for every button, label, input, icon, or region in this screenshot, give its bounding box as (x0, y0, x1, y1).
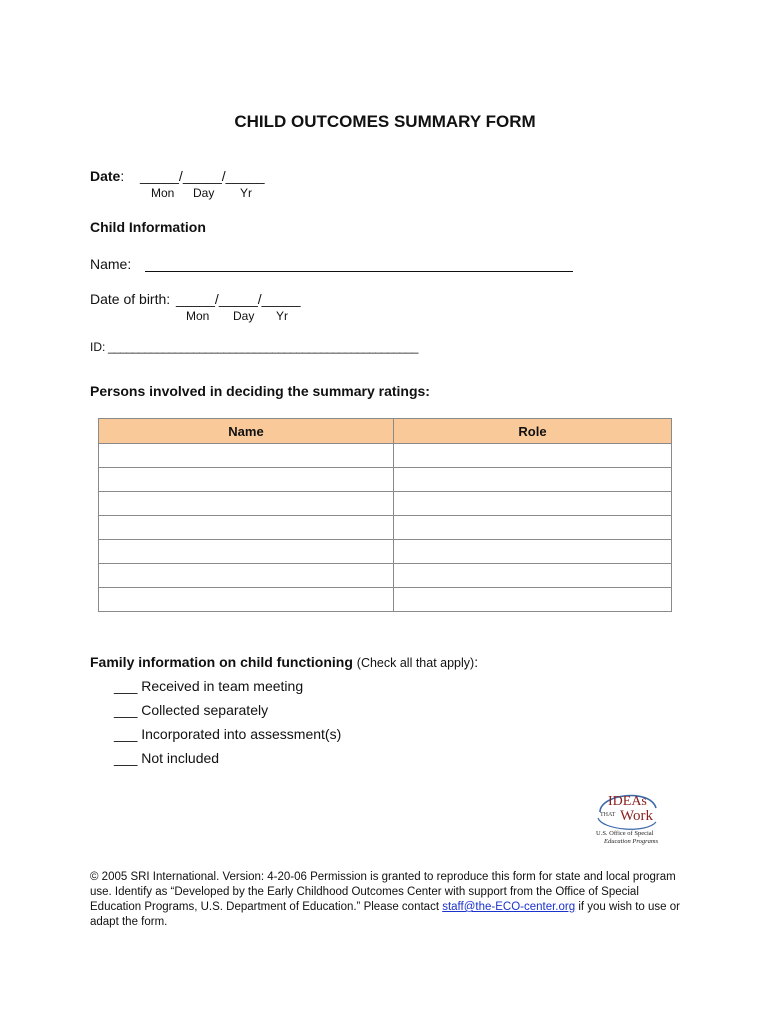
persons-heading: Persons involved in deciding the summary ratings: (90, 383, 430, 399)
role-cell[interactable] (394, 540, 672, 564)
name-field[interactable] (145, 271, 573, 272)
date-sub-day: Day (193, 186, 215, 200)
family-heading: Family information on child functioning (90, 654, 353, 670)
dob-sub-yr: Yr (276, 309, 288, 323)
table-row (99, 516, 672, 540)
family-option-incorporated[interactable]: ___ Incorporated into assessment(s) (114, 726, 342, 742)
family-colon: : (474, 654, 479, 670)
role-cell[interactable] (394, 468, 672, 492)
name-cell[interactable] (99, 444, 394, 468)
date-sub-yr: Yr (240, 186, 252, 200)
logo-that-text: THAT (600, 812, 616, 818)
dob-blank[interactable]: _____/_____/_____ (176, 291, 301, 307)
role-cell[interactable] (394, 588, 672, 612)
logo-ideas-text: IDEAs (608, 794, 647, 809)
family-option-not-included[interactable]: ___ Not included (114, 750, 220, 766)
logo-work-text: Work (620, 808, 653, 824)
table-row (99, 492, 672, 516)
dob-label: Date of birth: (90, 291, 171, 307)
logo-osep-text: U.S. Office of Special (596, 830, 654, 837)
name-cell[interactable] (99, 492, 394, 516)
family-heading-row (90, 654, 478, 670)
role-cell[interactable] (394, 516, 672, 540)
family-option-received[interactable]: ___ Received in team meeting (114, 678, 304, 694)
column-header-role: Role (394, 419, 672, 444)
name-cell[interactable] (99, 468, 394, 492)
role-cell[interactable] (394, 492, 672, 516)
table-row (99, 468, 672, 492)
contact-email-link[interactable]: staff@the-ECO-center.org (442, 901, 576, 913)
footer-text-before: © 2005 SRI International. Version: 4-20-06 Permission is granted to reproduce this form for state and local program use. Identify as “Developed by the Early Childhood Outcomes Center with support from the Office of Special Education Programs, U.S. Department of Education.” Please contact (90, 871, 676, 913)
id-field[interactable]: ___________________________________________________ (108, 340, 418, 354)
table-header-row (99, 419, 672, 444)
role-cell[interactable] (394, 564, 672, 588)
child-info-heading: Child Information (90, 219, 206, 235)
form-title: CHILD OUTCOMES SUMMARY FORM (234, 112, 536, 131)
id-label: ID: (90, 340, 106, 354)
column-header-name: Name (99, 419, 394, 444)
logo-programs-text: Education Programs (604, 838, 659, 845)
footer-copyright (90, 870, 682, 930)
date-label: Date (90, 168, 121, 184)
persons-table (98, 418, 672, 612)
name-label: Name: (90, 256, 132, 272)
name-cell[interactable] (99, 540, 394, 564)
table-row (99, 564, 672, 588)
table-row (99, 588, 672, 612)
table-row (99, 540, 672, 564)
name-cell[interactable] (99, 588, 394, 612)
ideas-that-work-logo (590, 788, 672, 850)
dob-sub-day: Day (233, 309, 255, 323)
name-cell[interactable] (99, 516, 394, 540)
name-cell[interactable] (99, 564, 394, 588)
date-sub-mon: Mon (151, 186, 175, 200)
dob-sub-mon: Mon (186, 309, 210, 323)
family-option-collected[interactable]: ___ Collected separately (114, 702, 269, 718)
table-row (99, 444, 672, 468)
role-cell[interactable] (394, 444, 672, 468)
date-colon: : (120, 168, 125, 184)
family-note: (Check all that apply) (356, 656, 475, 670)
date-row (90, 168, 124, 184)
date-blank[interactable]: _____/_____/_____ (140, 168, 265, 184)
footer-text-after: if you wish to use or adapt the form. (90, 901, 680, 928)
